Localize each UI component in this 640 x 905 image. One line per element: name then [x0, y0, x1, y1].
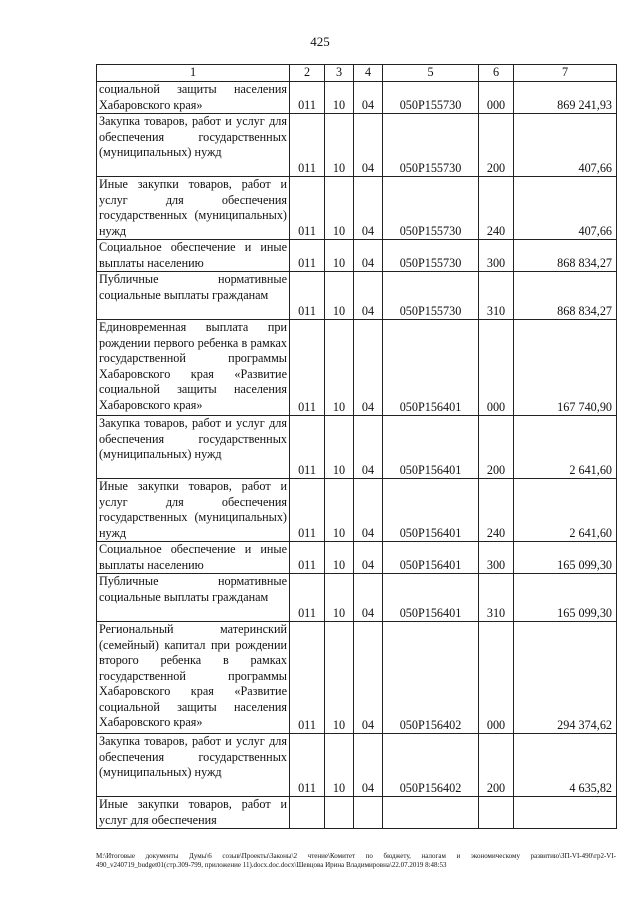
table-row — [97, 479, 617, 542]
row-code-section: 10 — [325, 177, 354, 240]
row-code-section: 10 — [325, 272, 354, 320]
row-code-subsection — [354, 797, 383, 829]
row-code-target — [383, 797, 479, 829]
row-code-target: 050P156401 — [383, 416, 479, 479]
table-row — [97, 320, 617, 416]
row-code-ministry: 011 — [290, 240, 325, 272]
footer-file-path: M:\Итоговые документы Думы\6 созыв\Проекты\Законы\2 чтение\Комитет по бюджету, налогам и экономическому развитию\ЗП-VI-490\гр2-VI-490_v240719_budget01(стр.309-799, приложение 11).docx.doc.docx\Шевцова Ирина Владимировна\22.07.2019 8:48:53 — [96, 852, 616, 869]
header-col-5: 5 — [383, 65, 479, 82]
row-code-target: 050P155730 — [383, 177, 479, 240]
row-code-target: 050P155730 — [383, 272, 479, 320]
row-name: социальной защиты населения Хабаровского края» — [97, 82, 290, 114]
row-code-subsection: 04 — [354, 734, 383, 797]
row-amount: 868 834,27 — [514, 272, 617, 320]
row-code-expense-type: 300 — [479, 542, 514, 574]
row-code-ministry: 011 — [290, 320, 325, 416]
row-name: Закупка товаров, работ и услуг для обеспечения государственных (муниципальных) нужд — [97, 416, 290, 479]
row-code-expense-type: 310 — [479, 574, 514, 622]
header-col-4: 4 — [354, 65, 383, 82]
row-code-subsection: 04 — [354, 542, 383, 574]
row-name: Иные закупки товаров, работ и услуг для обеспечения — [97, 797, 290, 829]
row-name: Социальное обеспечение и иные выплаты населению — [97, 240, 290, 272]
table-row — [97, 734, 617, 797]
row-code-target: 050P155730 — [383, 82, 479, 114]
table-row — [97, 797, 617, 829]
row-amount: 407,66 — [514, 114, 617, 177]
row-code-target: 050P155730 — [383, 240, 479, 272]
table-row — [97, 574, 617, 622]
row-code-subsection: 04 — [354, 574, 383, 622]
row-code-target: 050P156401 — [383, 320, 479, 416]
row-code-target: 050P156402 — [383, 622, 479, 734]
row-code-ministry: 011 — [290, 542, 325, 574]
row-code-subsection: 04 — [354, 177, 383, 240]
row-code-target: 050P156401 — [383, 574, 479, 622]
row-amount: 868 834,27 — [514, 240, 617, 272]
row-code-expense-type: 200 — [479, 734, 514, 797]
row-code-section: 10 — [325, 240, 354, 272]
row-name: Закупка товаров, работ и услуг для обеспечения государственных (муниципальных) нужд — [97, 734, 290, 797]
row-code-section: 10 — [325, 82, 354, 114]
row-code-subsection: 04 — [354, 114, 383, 177]
page-number: 425 — [310, 34, 330, 49]
row-name: Иные закупки товаров, работ и услуг для обеспечения государственных (муниципальных) нужд — [97, 479, 290, 542]
budget-table — [96, 64, 617, 829]
row-amount: 167 740,90 — [514, 320, 617, 416]
row-code-target: 050P156401 — [383, 542, 479, 574]
row-code-expense-type: 200 — [479, 114, 514, 177]
row-code-section: 10 — [325, 542, 354, 574]
table-row — [97, 82, 617, 114]
row-code-subsection: 04 — [354, 272, 383, 320]
table-row — [97, 177, 617, 240]
row-name: Социальное обеспечение и иные выплаты населению — [97, 542, 290, 574]
row-code-section: 10 — [325, 574, 354, 622]
row-code-section: 10 — [325, 320, 354, 416]
row-name: Единовременная выплата при рождении первого ребенка в рамках государственной программы Хабаровского края «Развитие социальной защиты населения Хабаровского края» — [97, 320, 290, 416]
row-code-ministry: 011 — [290, 82, 325, 114]
row-code-expense-type — [479, 797, 514, 829]
row-code-expense-type: 000 — [479, 622, 514, 734]
header-col-7: 7 — [514, 65, 617, 82]
row-code-expense-type: 310 — [479, 272, 514, 320]
row-code-section: 10 — [325, 479, 354, 542]
row-code-ministry: 011 — [290, 734, 325, 797]
row-code-section: 10 — [325, 416, 354, 479]
row-code-ministry: 011 — [290, 574, 325, 622]
row-code-subsection: 04 — [354, 320, 383, 416]
table-body — [97, 82, 617, 829]
row-name: Региональный материнский (семейный) капитал при рождении второго ребенка в рамках государственной программы Хабаровского края «Развитие социальной защиты населения Хабаровского края» — [97, 622, 290, 734]
row-amount: 165 099,30 — [514, 542, 617, 574]
row-code-expense-type: 240 — [479, 479, 514, 542]
row-code-target: 050P156402 — [383, 734, 479, 797]
table-row — [97, 240, 617, 272]
row-code-ministry: 011 — [290, 622, 325, 734]
row-code-ministry: 011 — [290, 272, 325, 320]
row-code-expense-type: 200 — [479, 416, 514, 479]
row-code-subsection: 04 — [354, 479, 383, 542]
row-code-subsection: 04 — [354, 240, 383, 272]
row-amount: 4 635,82 — [514, 734, 617, 797]
row-name: Публичные нормативные социальные выплаты гражданам — [97, 272, 290, 320]
table-header-row — [97, 65, 617, 82]
row-code-section: 10 — [325, 734, 354, 797]
row-code-ministry — [290, 797, 325, 829]
header-col-6: 6 — [479, 65, 514, 82]
row-name: Публичные нормативные социальные выплаты гражданам — [97, 574, 290, 622]
row-amount — [514, 797, 617, 829]
table-row — [97, 622, 617, 734]
row-code-ministry: 011 — [290, 114, 325, 177]
row-amount: 294 374,62 — [514, 622, 617, 734]
table-row — [97, 272, 617, 320]
row-amount: 2 641,60 — [514, 416, 617, 479]
row-amount: 869 241,93 — [514, 82, 617, 114]
table-row — [97, 114, 617, 177]
header-col-1: 1 — [97, 65, 290, 82]
header-col-2: 2 — [290, 65, 325, 82]
row-code-ministry: 011 — [290, 177, 325, 240]
row-code-ministry: 011 — [290, 479, 325, 542]
row-code-subsection: 04 — [354, 622, 383, 734]
row-code-expense-type: 000 — [479, 320, 514, 416]
row-amount: 407,66 — [514, 177, 617, 240]
row-code-expense-type: 240 — [479, 177, 514, 240]
row-name: Иные закупки товаров, работ и услуг для обеспечения государственных (муниципальных) нужд — [97, 177, 290, 240]
row-code-ministry: 011 — [290, 416, 325, 479]
header-col-3: 3 — [325, 65, 354, 82]
row-code-section — [325, 797, 354, 829]
row-code-target: 050P155730 — [383, 114, 479, 177]
table-row — [97, 542, 617, 574]
row-amount: 2 641,60 — [514, 479, 617, 542]
row-amount: 165 099,30 — [514, 574, 617, 622]
row-code-section: 10 — [325, 114, 354, 177]
row-code-section: 10 — [325, 622, 354, 734]
row-code-target: 050P156401 — [383, 479, 479, 542]
row-name: Закупка товаров, работ и услуг для обеспечения государственных (муниципальных) нужд — [97, 114, 290, 177]
row-code-expense-type: 000 — [479, 82, 514, 114]
row-code-subsection: 04 — [354, 416, 383, 479]
table-row — [97, 416, 617, 479]
row-code-subsection: 04 — [354, 82, 383, 114]
row-code-expense-type: 300 — [479, 240, 514, 272]
